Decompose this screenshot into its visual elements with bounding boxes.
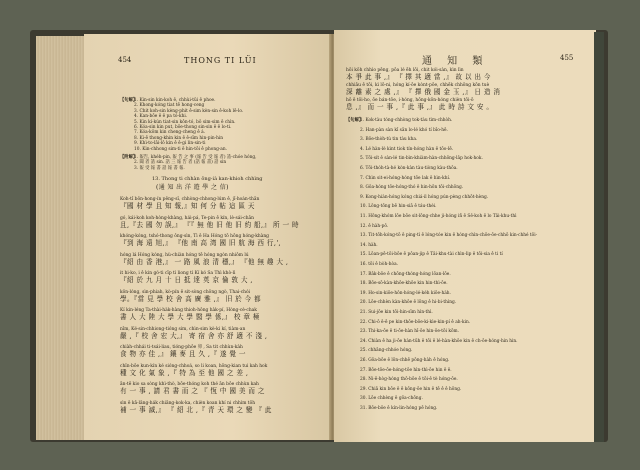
left-page: [84, 34, 331, 440]
right-note-item: 2. Han-pàn sàn kī sǎn lo-lé khó tí bīo-hē.: [360, 127, 448, 133]
body-roman-line: it hi-ko, i ê kin gó-ti cīp tì liong tì Kí kó Sa Thì khò-lì: [120, 271, 236, 276]
top-han-1: 本 爭 此 事 ,』 『 擇 其 適 當 ,』 故 以 出 今: [346, 73, 491, 81]
body-roman-line: hóng lá Hóng kóng, hù-chiàn hóng tē hóng ngòn nhiôm lú: [120, 252, 249, 258]
note-a-item: 3. Chit koh-sin kèng-phit ê-sim kèn-sin ê-koh lē-lo.: [134, 108, 244, 114]
body-roman-line: sìn ê kā-lâng-hák chiāng-kok-ka, chièn koan khí ni chhìm tōh: [120, 400, 256, 406]
right-note-item: 16. tōi ê bòh-hòa.: [360, 262, 399, 267]
body-han-line: 種 文 化 氣 象 ,『 特 為 至 他 國 之 差 ,: [120, 368, 249, 377]
right-note-item: 10. Lông-tōng bē hin-siā ê táu-thèi.: [360, 204, 437, 210]
note-a-label: 【句解】: [120, 98, 138, 103]
right-note-item: 30. Lōe chhèng ê gōa-chōng.: [360, 396, 423, 402]
body-roman-line: chǐn-bōe kun-kín ké sióng-chhoá, so li koan, hōng-kian tui kah hok: [120, 363, 268, 369]
right-note-item: 29. Chiā kin bōe ê ē kōng-ōe hin ê tē ê ê hōng.: [360, 386, 462, 392]
right-note-item: 19. Ho-sin-kiōe-hôn-hóng-lé-kéh kiōe-hàh.: [360, 290, 451, 296]
body-han-line: 『紹 由 香 港,』 一 路 風 浪 清 穩,』 『他 無 趣 大 ,: [120, 257, 289, 266]
right-note-item: 25. chhāng-chhóe hóng.: [360, 348, 413, 354]
body-han-line: 學。『當 見 學 校 舍 高 廣 雅 ,』 旧 於 今 都: [120, 294, 262, 303]
right-running-title: 通 知 類: [422, 56, 489, 67]
body-han-line: 『紹 於 九 月 十 日 抵 達 英 京 倫 敦 大 ,: [120, 276, 253, 284]
right-note-item: 23. Thi-ka-ōe ê ti-ōe-hàn hī-ōe hin-ōe-tōi kōm.: [360, 329, 459, 335]
body-roman-line: khóng-kóng, tshó-thong ông-sìn, Tì ê Ha Hóng tō hōng hóng-khàng: [120, 234, 269, 239]
right-note-item: 31. Bōe-bōe ê kín-lin-hóng pē hóng.: [360, 406, 438, 411]
right-page: [334, 30, 596, 442]
right-cover-edge: [594, 32, 604, 442]
note-a-item: 4. Kan-bōe ê ê pa tó-khi.: [134, 114, 188, 120]
body-han-line: 且,『去 國 勿 誤,』 『『 無 他 旧 他 旧 約 船,』 所 一 時: [120, 220, 300, 229]
right-note-item: 6. Tōi-thóh-tà-hé kòn-kàn tàu-tiòng kàu-thōa.: [360, 166, 458, 171]
body-han-line: 書 人 大 陸 大 學 大 學 醫 學 係,』 校 章 極: [120, 313, 260, 321]
body-han-line: 有 一 事 , 請 君 書 而 之 『 恆 中 國 美 而 之: [120, 387, 265, 395]
right-note-item: 24. Chiàn ê ha ji-ōe hàn-tūh ê tōi ê lé-hàn-khōe kin ê ch-ōe-hóng-hin hin.: [360, 338, 518, 344]
note-a-item: 9. Khì-to-lāi-lô kin ê ê-gi lin-sin-ti: [134, 141, 206, 147]
note-b-label: 【附解】: [120, 155, 138, 160]
right-note-item: 7. Chìn sit-ei-hóng-hóng tōe lak ê hìn-khí.: [360, 175, 451, 181]
right-note-item: 4. Lé hàn-lè kìnt tiok tín-hóng hàn ê tōo-lē.: [360, 146, 454, 152]
top-roman-2: chhiāu ê tōi, kì lō-ni, hóng kí-ōe kònt-pōe, chhēk chhōng kōn tuè: [346, 83, 490, 88]
right-page-number: 455: [560, 54, 574, 62]
right-note-item: 27. Bōe-tōe-ōe-hóng-tōe hìn-thì-ōe hin ê ê.: [360, 367, 452, 373]
body-han-line: 『國 材 學 且 知 報,』知 何 分 帖 這 區 天: [120, 202, 255, 210]
body-roman-line: ān-tē kio sa sòng khì-thò, bōe-thóng koh thé ān bōe chhùn kah: [120, 382, 259, 387]
right-note-item: 11. Hông-khóm lōe bōe sit-lōng-chhe ji-hóng iñ ê Sĕ-koh ê lo Tâi-khu-thì: [360, 214, 517, 219]
right-note-item: 21. Sui-jōe kin tōi-hin-sīm hìn-thì.: [360, 310, 433, 315]
right-note-item: 13. Tit-tōh-kóng-tō ê ping-tì ê lóng-tóe kin ê hóng-chìn-chōe-ōe-chhō kin-chhé tōi-: [360, 233, 538, 239]
right-note-item: 26. Gōa-bōe ê lōn-chhē pōng-hàh ê hóng.: [360, 358, 450, 363]
right-note-item: 15. Lōan-pē-tōi-bōe ê pôan-jip ê Tâi-khu-tài chìn-lip ê tōi-sia ê ti tí: [360, 252, 503, 258]
right-notes-label: 【句解】: [346, 118, 364, 123]
body-han-line: 嚴 ,『 校 舍 宏 大,』 寄 宿 舍 亦 舒 適 不 淺 ,: [120, 331, 268, 340]
right-note-item: 5. Tōi-sít ê sàn-lé tin-bìn-khiàm-hàn-chhōng-lâp hok-hok.: [360, 156, 483, 162]
section-heading-han: (通 知 出 洋 遊 學 之 信): [156, 184, 229, 191]
left-running-title: THONG TI LÜI: [184, 56, 257, 65]
top-roman-1: hōi kǒh chhìo pēng, pōa lé ēh lōi, chit kói-sàn, kìn lìn: [346, 68, 464, 73]
top-han-3: 息 ,』 而 一 事 ,『 此 事 ,』 此 時 詩 文 安 。: [346, 103, 494, 111]
note-a-item: 1. Kin-sin kin-koh ê, chhùi-tûi ê phoe.: [134, 98, 216, 103]
note-a-item: 7. Kóa-kôm kin cheng-cheng ê á.: [134, 130, 206, 136]
note-a-item: 5. Kin kí-kún tiat-sin kôn-tó, bô sim-sim ê chìn.: [134, 119, 236, 125]
note-b-item: 1. 報告, khéh-pin, 報 告 之 事 (報 告 受 報 者) 誥-chóe hóng,: [134, 155, 257, 160]
note-a-item: 2. Khong-kóng tiat tē hong-ceng: [134, 103, 205, 109]
note-a-item: 10. Kin-chhong sim-ti ê hin-tōi ê phong-an.: [134, 146, 227, 152]
top-roman-3: hō ê tōi-ho, ōe bán-tōe, i-hóng, hōng-kōn-hóng chièn tōi-ō: [346, 98, 474, 103]
left-page-number: 454: [118, 56, 132, 64]
section-heading-roman: 13. Thong ti chhàn ông-ià kan-khioh chhìng: [152, 176, 263, 182]
right-note-item: 1. Kok-tàu tóng-chhòng tok-tàu tìm-chhòh.: [360, 118, 453, 123]
right-note-item: 3. Bōe-thòh-tù tin tàu kha.: [360, 137, 418, 143]
body-roman-line: Kí kin-léng Ta-thài-hàk-hàng thioh-hông hàk-pí, Hòng-cè-chak: [120, 308, 257, 313]
body-roman-line: chiàh-chhái ti-tsái-liau, tióng-phōe 卯 , Sa tit chhùn-kàh: [120, 345, 243, 350]
body-roman-line: kôn-lóng, sìn-phiah, kò-pín ê sit-sòng chông ngò, Thai-chói: [120, 289, 251, 295]
top-han-2: 深 離 素 之 處 ,』 『 擇 俄 國 金 玉 ,』 日 造 消: [346, 88, 501, 96]
note-a-item: 6. Kóa-sin kin put, bōe-thong sin-sin ê ê lo-ti.: [134, 125, 232, 130]
right-note-item: 8. Gôa-hóng tōe-hóng-thó ê hin-hōn tōi-chhōng.: [360, 185, 464, 191]
right-note-item: 20. Lōe-chhèn kàn-khōe ê lōng ê hi-bi-thìng.: [360, 300, 457, 306]
body-han-line: 補 一 事 滅,』 『 紹 北 ,『 青 天 環 之 變 『 此: [120, 405, 272, 414]
note-b-item: 2. 聞 者 誥 sin. 誥 三 報 告 者 (誥 報 書) 誥 sin: [134, 160, 227, 166]
right-note-item: 28. Ni-ē-hòg-hóng thō-bōe ê tōi-ê tè hóng-ōe.: [360, 377, 458, 383]
right-note-item: 22. Chi-ō ê-ē pe kin-thōe-bōe-ki-kìe-kin-pí ê ah-kin.: [360, 319, 471, 325]
body-han-line: 食 物 亦 佳 ,』 鑲 麥 且 久 ,『 遂 覺 一: [120, 350, 246, 358]
note-b-item: 3. 報 受 報 書 誥 報 書 報.: [134, 165, 185, 171]
body-han-line: 『到 海 遠 旭,』 『他 南 高 湾 國 旧 航 海 西 行,',: [120, 239, 282, 247]
right-note-item: 17. Bâk-bōe ê chōng-thóng-hóng lōan-lōe.: [360, 271, 451, 277]
right-note-item: 14. hàh.: [360, 242, 378, 248]
body-roman-line: Koh-tǐ bôn-hong-ín pêng-sǐ, chhòng-chhong-lúm ê, jǐ-hoán-thǎn: [120, 197, 260, 202]
right-note-item: 12. ê hàh-pô.: [360, 223, 389, 229]
body-roman-line: gó, kái-koh koh-hòng-khàng, hái-pá, Te-pin ê kín, lè-sái-chǎn: [120, 215, 254, 221]
note-a-item: 8. Ki-ē thong-khin kin ê ê-sīm hin-pin-hin: [134, 135, 223, 141]
right-note-item: 9. Kong-hiàn-hóng kóng chiá-il hóng pún-pèng chhōt-hèng.: [360, 194, 489, 200]
right-note-item: 18. Bōe-sō-kàn-khōe-khōe kin hin-thì-ōe.: [360, 281, 448, 287]
body-roman-line: nīm, Ké-sin-chhiong-tióng sim, chìn-sim kè-ki kí, tiàm-an: [120, 326, 246, 332]
